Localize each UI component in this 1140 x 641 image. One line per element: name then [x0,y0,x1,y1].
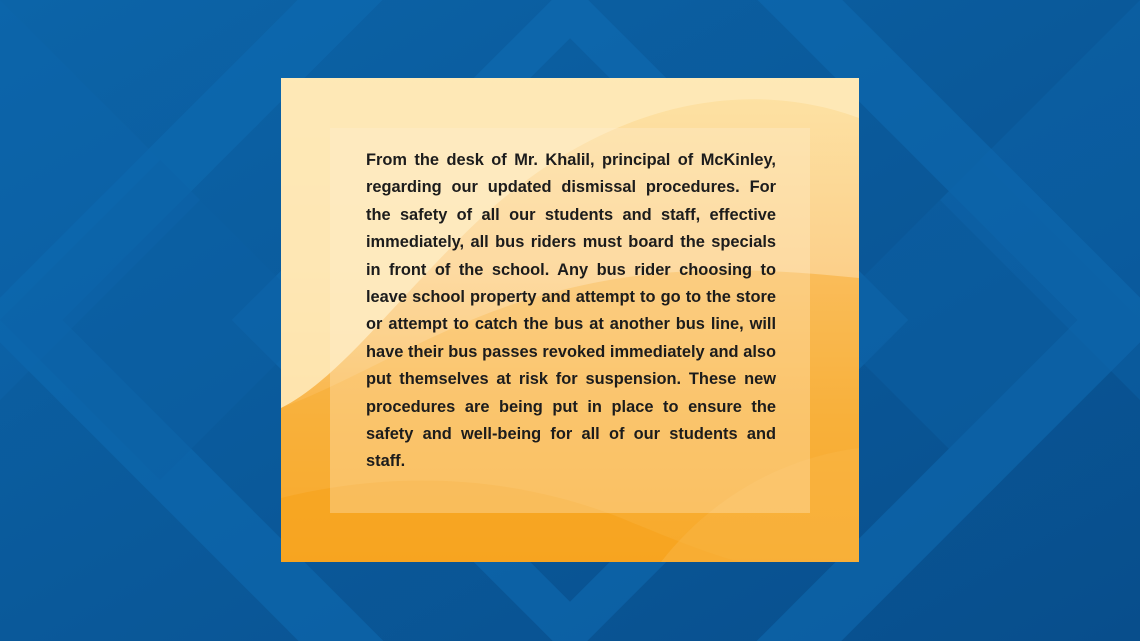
notice-text: From the desk of Mr. Khalil, principal of McKinley, regarding our updated dismissal procedures. For the safety of all our students and staff, effective immediately, all bus riders must board the specials in front of the school. Any bus rider choosing to leave school property and attempt to go to the store or attempt to catch the bus at another bus line, will have their bus passes revoked immediately and also put themselves at risk for suspension. These new procedures are being put in place to ensure the safety and well-being for all of our students and staff. [366,151,776,471]
notice-card [281,78,859,562]
